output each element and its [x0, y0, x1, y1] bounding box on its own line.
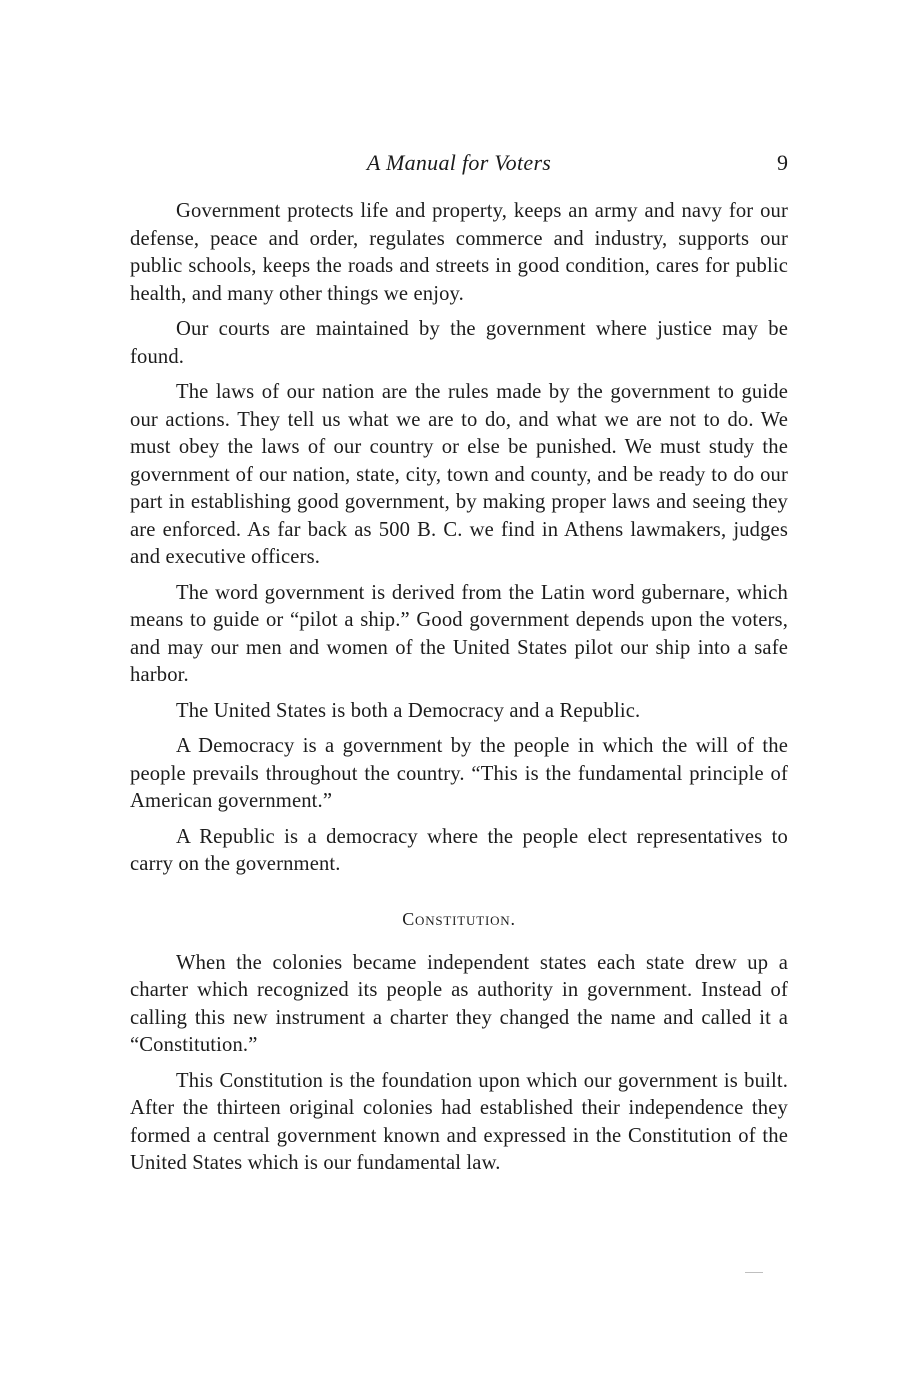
paragraph-constitution-foundation: This Constitution is the foundation upon which our government is built. After the thirteen original colonies had established their independence they formed a central government known and expressed in the Constitution of the United States which is our fundamental law.: [130, 1069, 788, 1174]
section-heading-constitution: Constitution.: [402, 908, 516, 929]
paragraph-democracy-definition: A Democracy is a government by the people in which the will of the people prevails throughout the country. “This is the fundamental principle of American government.”: [130, 735, 788, 812]
page-number: 9: [777, 150, 788, 175]
scan-speck: [745, 1272, 763, 1273]
paragraph-word-government: The word government is derived from the Latin word gubernare, which means to guide or “pilot a ship.” Good government depends upon the voters, and may our men and women of the United States pilot our ship into a safe harbor.: [130, 581, 788, 686]
paragraph-democracy-republic: The United States is both a Democracy and a Republic.: [176, 699, 641, 722]
paragraph-laws: The laws of our nation are the rules made by the government to guide our actions. They tell us what we are to do, and what we are not to do. We must obey the laws of our country or else be punished. We must study the government of our nation, state, city, town and county, and be ready to do our part in establishing good government, by making proper laws and seeing they are enforced. As far back as 500 B. C. we find in Athens lawmakers, judges and executive officers.: [130, 381, 788, 568]
book-page: [130, 148, 788, 1186]
paragraph-courts: Our courts are maintained by the government where justice may be found.: [130, 318, 788, 368]
paragraph-republic-definition: A Republic is a democracy where the people elect representatives to carry on the government.: [130, 825, 788, 875]
paragraph-colonies-charter: When the colonies became independent states each state drew up a charter which recognized its people as authority in government. Instead of calling this new instrument a charter they changed the name and called it a “Constitution.”: [130, 951, 788, 1056]
running-title: A Manual for Voters: [366, 150, 552, 175]
paragraph-government-duties: Government protects life and property, keeps an army and navy for our defense, peace and order, regulates commerce and industry, supports our public schools, keeps the roads and streets in good condition, cares for public health, and many other things we enjoy.: [130, 200, 788, 305]
running-head: [130, 148, 788, 182]
